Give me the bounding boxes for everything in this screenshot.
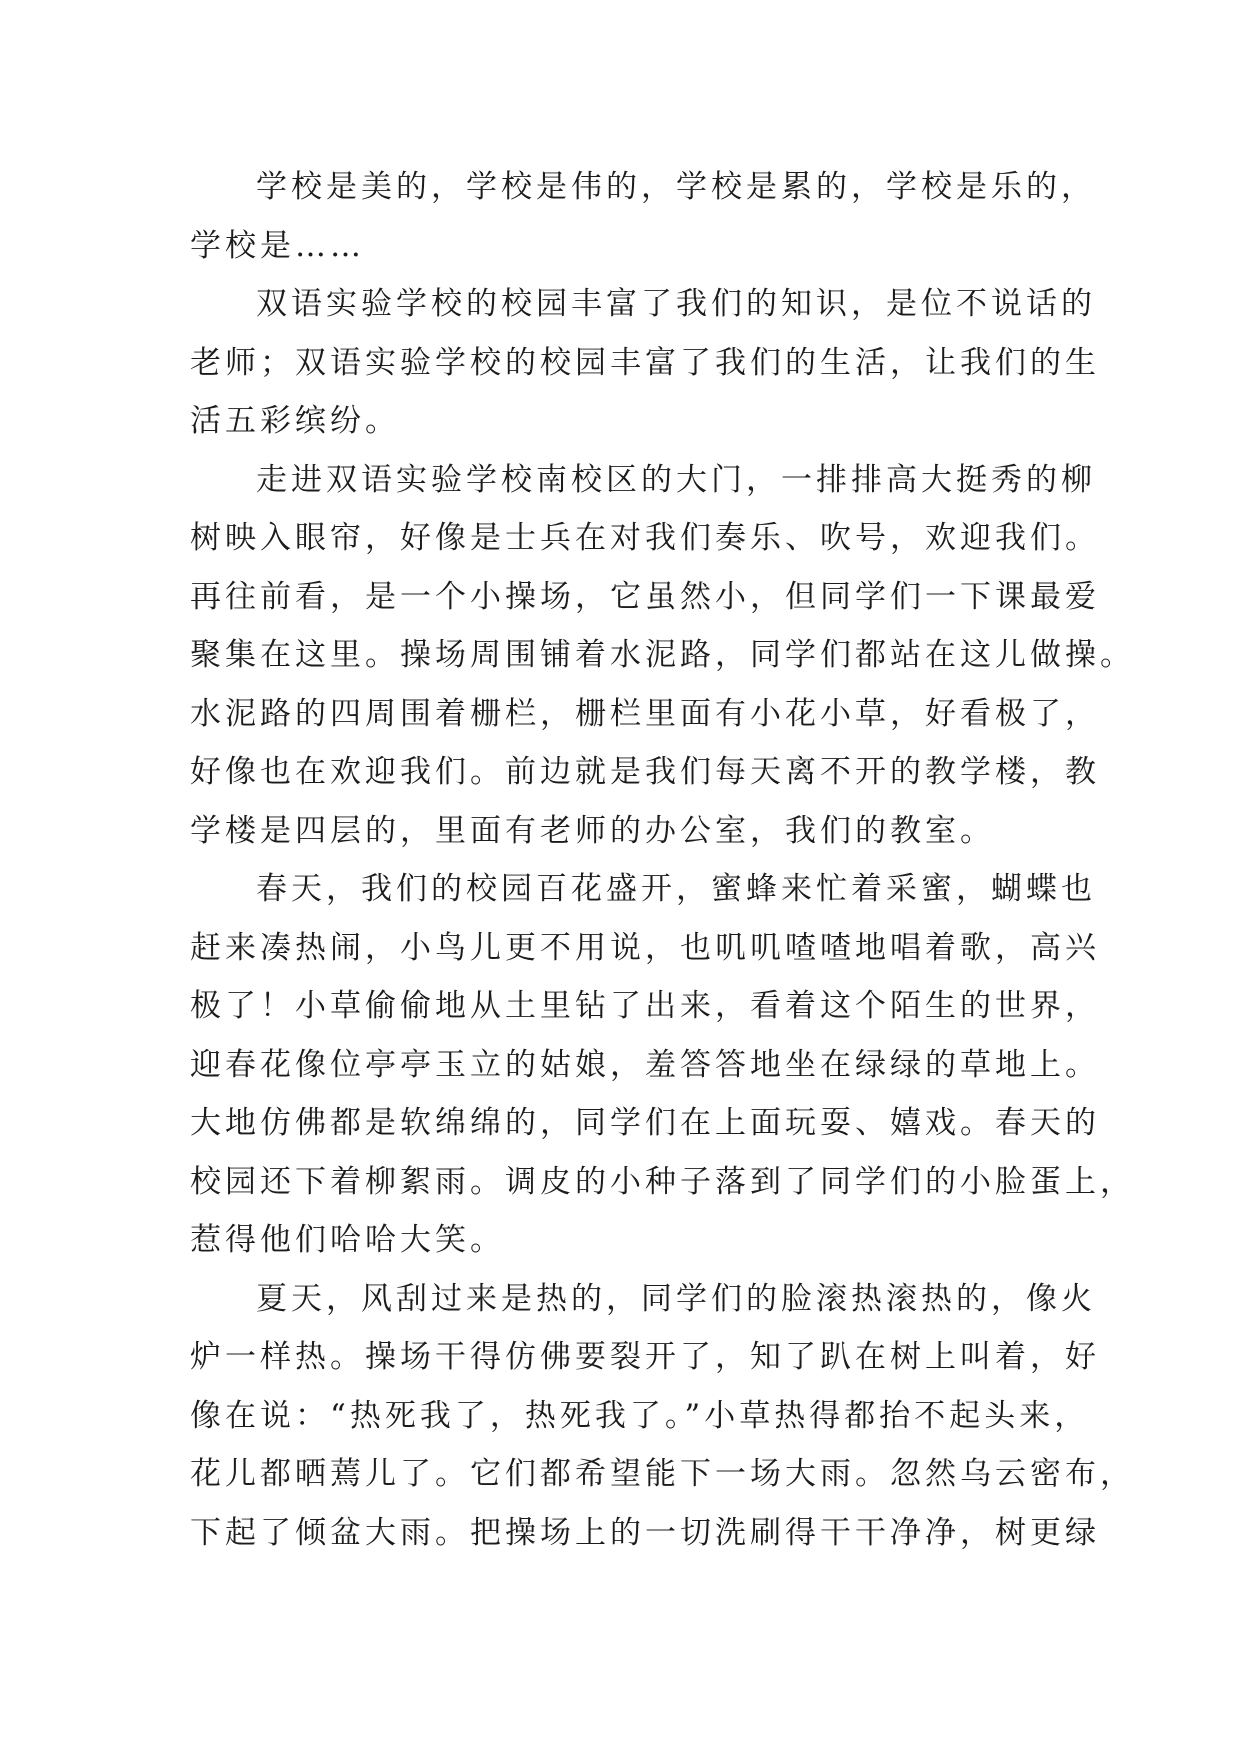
text-line: 校园还下着柳絮雨。调皮的小种子落到了同学们的小脸蛋上， — [190, 1163, 1135, 1200]
paragraph — [190, 860, 1135, 1270]
document-body — [190, 158, 1135, 1562]
text-line: 大地仿佛都是软绵绵的，同学们在上面玩耍、嬉戏。春天的 — [190, 1105, 1100, 1141]
text-line: 春天，我们的校园百花盛开，蜜蜂来忙着采蜜，蝴蝶也 — [256, 871, 1096, 907]
text-line: 花儿都晒蔫儿了。它们都希望能下一场大雨。忽然乌云密布， — [190, 1456, 1135, 1492]
text-line: 再往前看，是一个小操场，它虽然小，但同学们一下课最爱 — [190, 578, 1100, 615]
paragraph — [190, 451, 1135, 861]
text-line: 学校是美的，学校是伟的，学校是累的，学校是乐的， — [256, 169, 1096, 205]
text-line: 水泥路的四周围着栅栏，栅栏里面有小花小草，好看极了， — [190, 695, 1100, 732]
text-line: 聚集在这里。操场周围铺着水泥路，同学们都站在这儿做操。 — [190, 637, 1135, 673]
text-line: 下起了倾盆大雨。把操场上的一切洗刷得干干净净，树更绿 — [190, 1514, 1100, 1551]
text-line: 像在说：“热死我了，热死我了。”小草热得都抬不起头来， — [190, 1397, 1090, 1434]
paragraph — [190, 158, 1096, 275]
text-line: 学校是…… — [190, 227, 365, 264]
text-line: 双语实验学校的校园丰富了我们的知识，是位不说话的 — [256, 286, 1096, 322]
text-line: 炉一样热。操场干得仿佛要裂开了，知了趴在树上叫着，好 — [190, 1339, 1100, 1375]
text-line: 活五彩缤纷。 — [190, 403, 400, 439]
text-line: 极了！小草偷偷地从土里钻了出来，看着这个陌生的世界， — [190, 988, 1100, 1024]
text-line: 树映入眼帘，好像是士兵在对我们奏乐、吹号，欢迎我们。 — [190, 520, 1100, 556]
text-line: 迎春花像位亭亭玉立的姑娘，羞答答地坐在绿绿的草地上。 — [190, 1046, 1100, 1083]
text-line: 夏天，风刮过来是热的，同学们的脸滚热滚热的，像火 — [256, 1280, 1096, 1317]
text-line: 走进双语实验学校南校区的大门，一排排高大挺秀的柳 — [256, 461, 1096, 498]
paragraph — [190, 275, 1100, 451]
text-line: 赶来凑热闹，小鸟儿更不用说，也叽叽喳喳地唱着歌，高兴 — [190, 929, 1100, 966]
text-line: 惹得他们哈哈大笑。 — [190, 1222, 505, 1258]
text-line: 老师；双语实验学校的校园丰富了我们的生活，让我们的生 — [190, 344, 1100, 381]
text-line: 学楼是四层的，里面有老师的办公室，我们的教室。 — [190, 812, 995, 849]
paragraph — [190, 1270, 1135, 1563]
text-line: 好像也在欢迎我们。前边就是我们每天离不开的教学楼，教 — [190, 754, 1100, 790]
